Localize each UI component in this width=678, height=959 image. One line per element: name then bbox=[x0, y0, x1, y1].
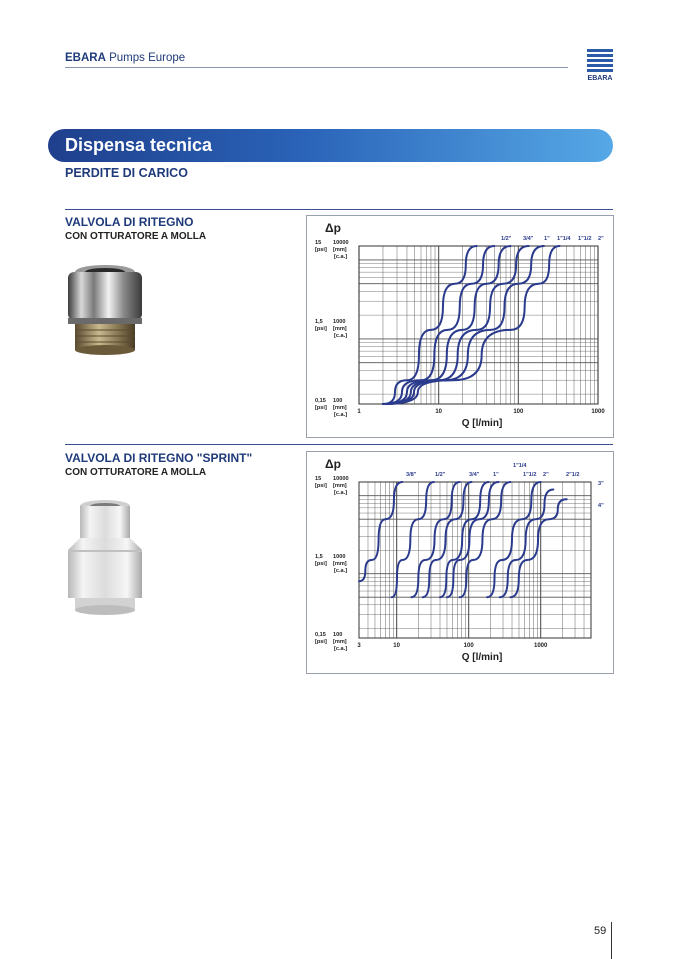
y-unit-label: [c.a.] bbox=[334, 333, 348, 339]
series-label: 1" bbox=[544, 236, 550, 242]
chart-title: Δp bbox=[325, 457, 341, 471]
y-unit-label: [c.a.] bbox=[334, 568, 348, 574]
y-unit-label: [psi] bbox=[315, 483, 327, 489]
section-subtitle: CON OTTURATORE A MOLLA bbox=[65, 231, 207, 242]
y-unit-label: [psi] bbox=[315, 639, 327, 645]
x-tick-label: 1000 bbox=[533, 643, 548, 649]
y-unit-label: [psi] bbox=[315, 326, 327, 332]
series-label: 1"1/2 bbox=[523, 472, 537, 478]
y-unit-label: [mm] bbox=[333, 405, 347, 411]
brand-suffix: Pumps Europe bbox=[105, 52, 186, 64]
logo-text: EBARA bbox=[587, 75, 613, 82]
banner-title: Dispensa tecnica bbox=[65, 135, 213, 155]
chart-title: Δp bbox=[325, 221, 341, 235]
y-tick-psi: 15 bbox=[315, 240, 322, 246]
y-tick-psi: 0,15 bbox=[315, 398, 326, 404]
y-unit-label: [c.a.] bbox=[334, 490, 348, 496]
series-label: 1"1/4 bbox=[513, 463, 527, 469]
series-label: 3/8" bbox=[406, 472, 417, 478]
section-subtitle: CON OTTURATORE A MOLLA bbox=[65, 467, 207, 478]
page-subtitle: PERDITE DI CARICO bbox=[65, 166, 188, 180]
y-tick-psi: 15 bbox=[315, 476, 322, 482]
x-axis-title: Q [l/min] bbox=[461, 652, 503, 663]
y-tick-psi: 1,5 bbox=[315, 319, 323, 325]
x-tick-label: 100 bbox=[513, 409, 524, 415]
brand-name: EBARA bbox=[65, 52, 106, 64]
y-unit-label: [mm] bbox=[333, 326, 347, 332]
series-label: 4" bbox=[598, 503, 604, 509]
y-tick-mm: 1000 bbox=[333, 319, 346, 325]
x-tick-label: 3 bbox=[357, 643, 361, 649]
x-axis-title: Q [l/min] bbox=[461, 418, 503, 429]
ebara-logo bbox=[583, 48, 613, 82]
x-tick-label: 1 bbox=[357, 409, 361, 415]
section-divider bbox=[65, 444, 613, 445]
series-label: 2" bbox=[543, 472, 549, 478]
x-tick-label: 100 bbox=[463, 643, 474, 649]
y-tick-mm: 10000 bbox=[333, 476, 349, 482]
y-tick-mm: 10000 bbox=[333, 240, 349, 246]
x-tick-label: 10 bbox=[393, 643, 400, 649]
series-label: 1/2" bbox=[435, 472, 446, 478]
y-unit-label: [c.a.] bbox=[334, 254, 348, 260]
section-divider bbox=[65, 209, 613, 210]
header-divider bbox=[65, 67, 568, 68]
footer-rule bbox=[611, 922, 612, 959]
sprint-valve-photo bbox=[65, 498, 145, 618]
series-label: 2" bbox=[598, 236, 604, 242]
y-tick-psi: 1,5 bbox=[315, 554, 323, 560]
y-unit-label: [mm] bbox=[333, 639, 347, 645]
chart-1 bbox=[307, 216, 613, 437]
chart-panel-1 bbox=[306, 215, 614, 438]
y-tick-mm: 100 bbox=[333, 632, 343, 638]
y-tick-mm: 100 bbox=[333, 398, 343, 404]
y-unit-label: [psi] bbox=[315, 405, 327, 411]
chart-panel-2 bbox=[306, 451, 614, 674]
y-unit-label: [psi] bbox=[315, 247, 327, 253]
y-unit-label: [mm] bbox=[333, 561, 347, 567]
section-banner bbox=[48, 129, 613, 162]
y-tick-psi: 0,15 bbox=[315, 632, 326, 638]
y-unit-label: [c.a.] bbox=[334, 412, 348, 418]
section-title: VALVOLA DI RITEGNO "SPRINT" bbox=[65, 451, 253, 465]
section-title: VALVOLA DI RITEGNO bbox=[65, 215, 194, 229]
check-valve-photo bbox=[65, 262, 147, 360]
y-unit-label: [mm] bbox=[333, 247, 347, 253]
series-label: 3" bbox=[598, 481, 604, 487]
page-number: 59 bbox=[594, 925, 607, 937]
y-tick-mm: 1000 bbox=[333, 554, 346, 560]
brand-line bbox=[65, 52, 185, 64]
series-label: 1"1/4 bbox=[557, 236, 571, 242]
series-label: 3/4" bbox=[523, 236, 534, 242]
y-unit-label: [psi] bbox=[315, 561, 327, 567]
y-unit-label: [mm] bbox=[333, 483, 347, 489]
chart-2 bbox=[307, 452, 613, 673]
series-label: 1/2" bbox=[501, 236, 512, 242]
curve-3 bbox=[500, 490, 554, 598]
series-label: 1"1/2 bbox=[578, 236, 592, 242]
y-unit-label: [c.a.] bbox=[334, 646, 348, 652]
series-label: 2"1/2 bbox=[566, 472, 580, 478]
series-label: 3/4" bbox=[469, 472, 480, 478]
x-tick-label: 1000 bbox=[591, 409, 605, 415]
series-label: 1" bbox=[493, 472, 499, 478]
x-tick-label: 10 bbox=[435, 409, 443, 415]
